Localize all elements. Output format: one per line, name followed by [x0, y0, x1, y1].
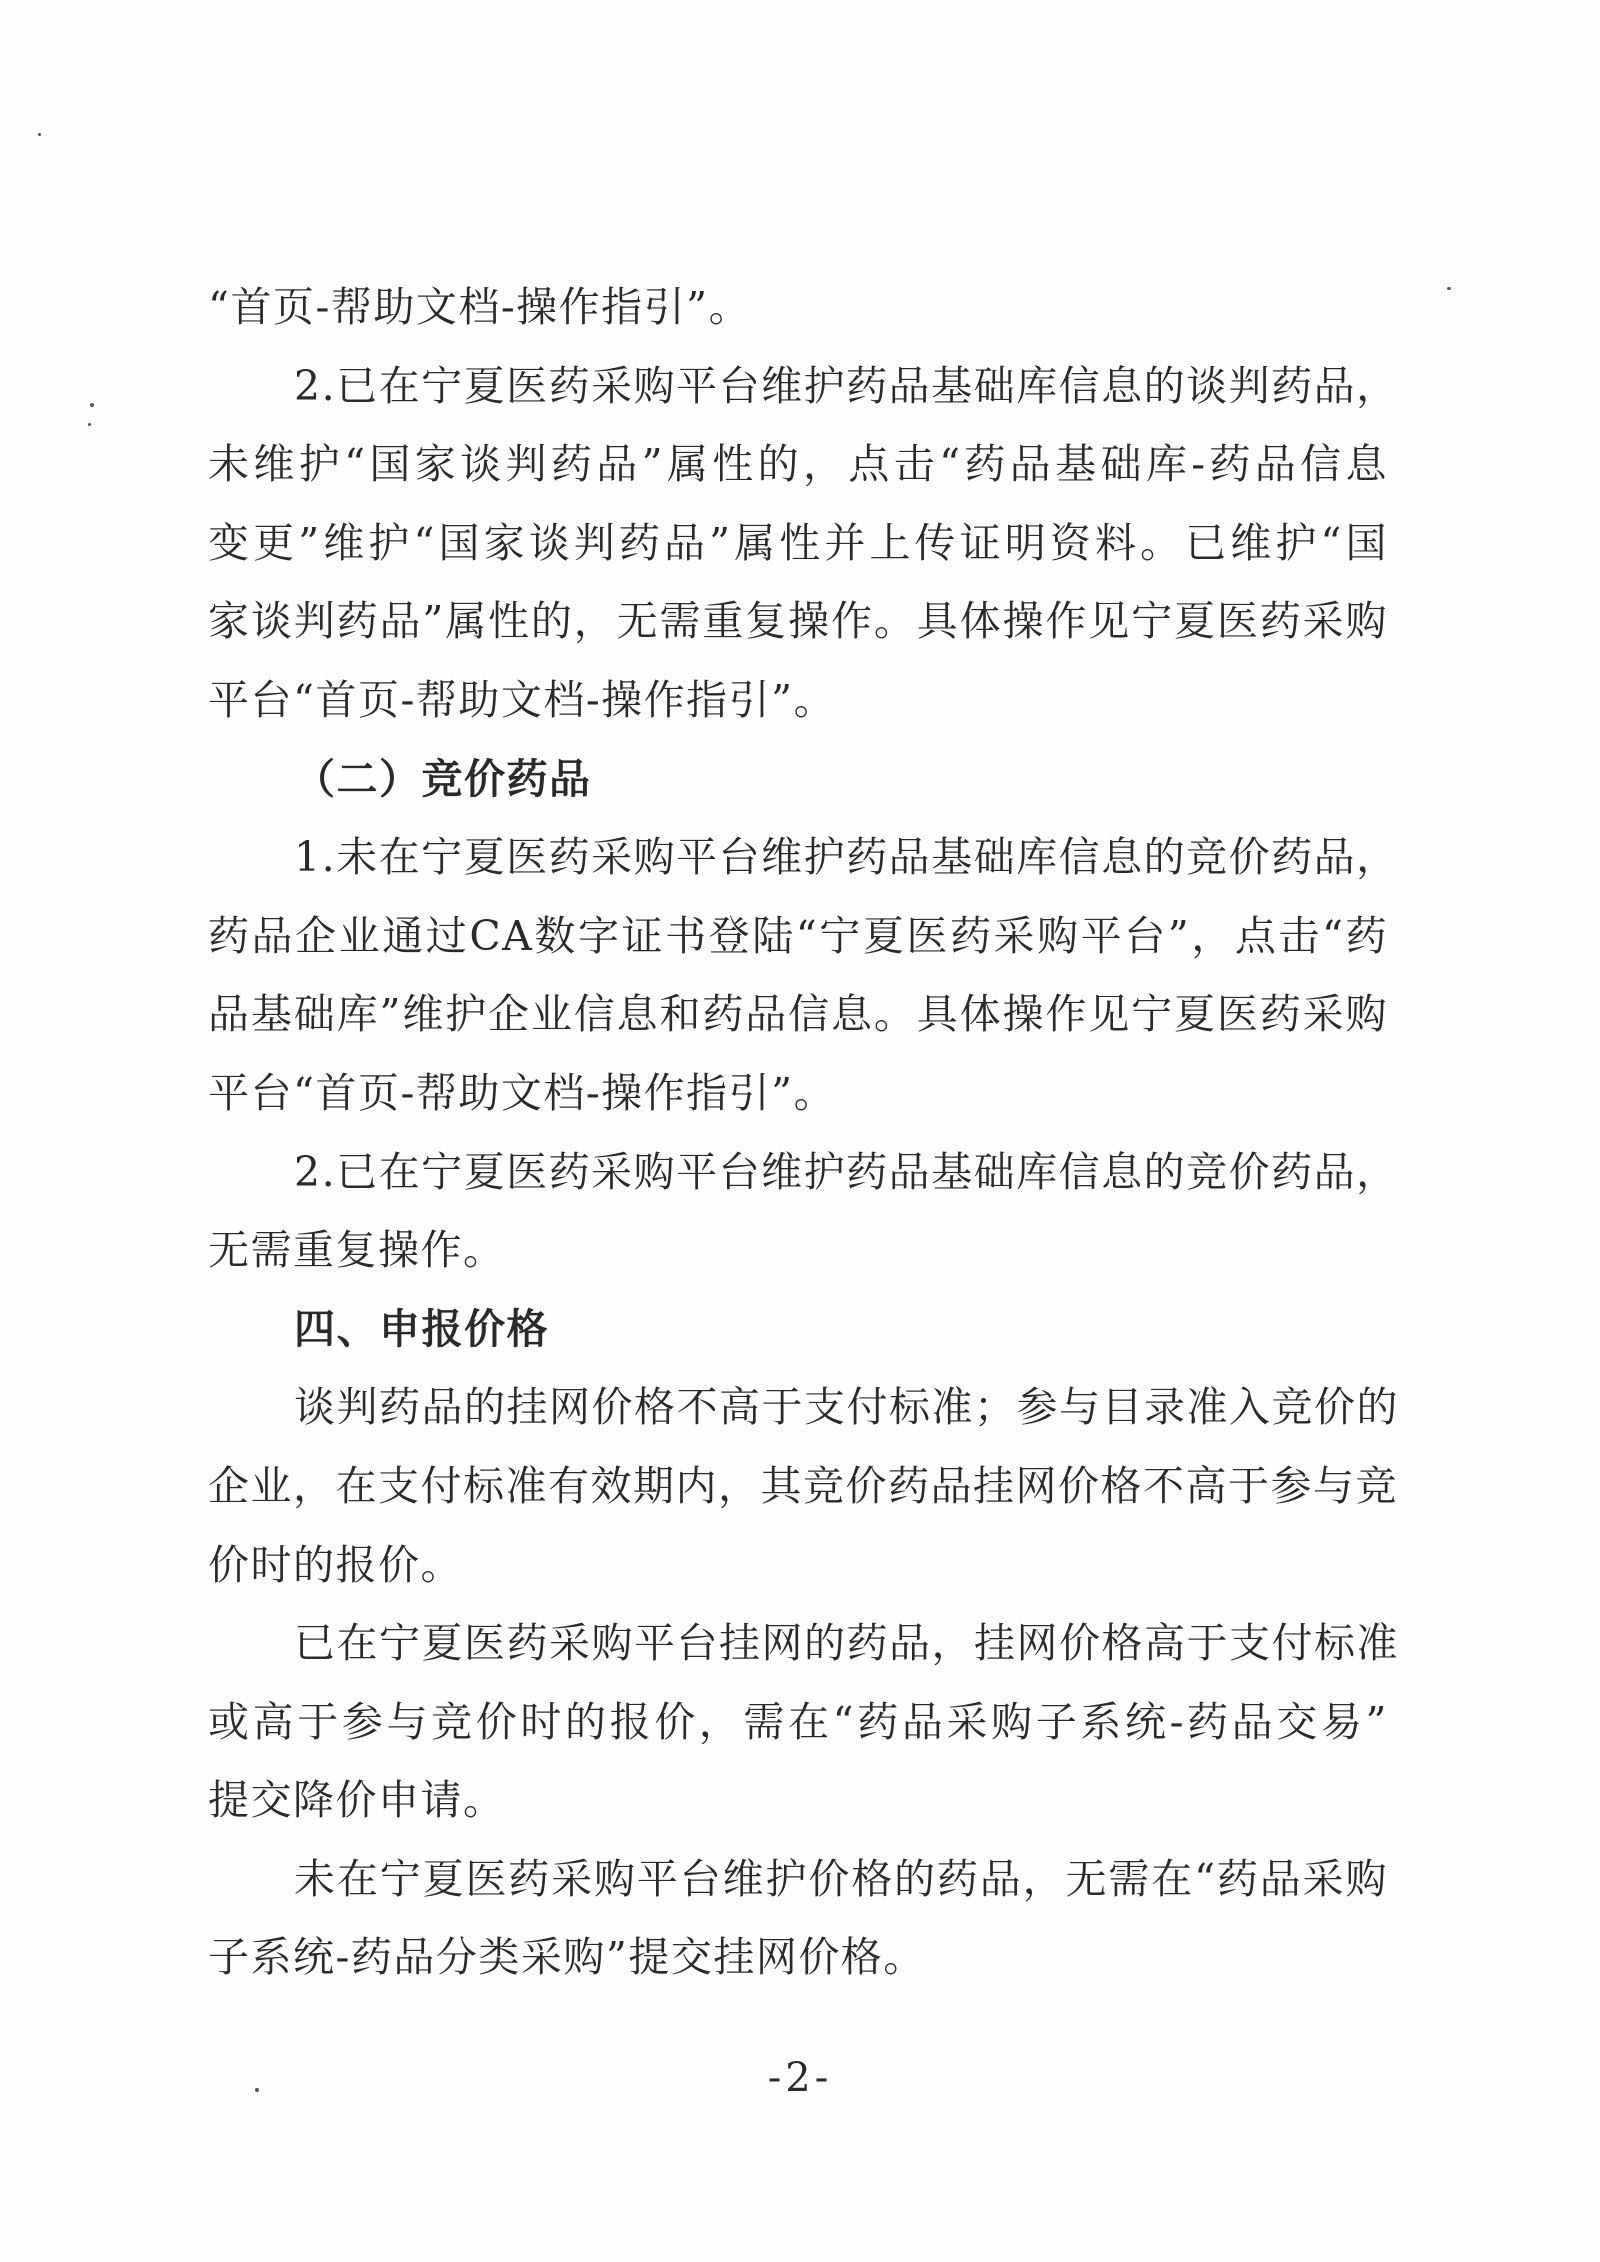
body-line: 家谈判药品”属性的，无需重复操作。具体操作见宁夏医药采购	[208, 597, 1388, 646]
scan-speck	[38, 133, 41, 136]
body-line: 未维护“国家谈判药品”属性的，点击“药品基础库-药品信息	[208, 440, 1388, 489]
paragraph-first-line: 2.已在宁夏医药采购平台维护药品基础库信息的谈判药品，	[294, 361, 1399, 410]
body-line: 提交降价申请。	[208, 1776, 506, 1825]
body-line: 子系统-药品分类采购”提交挂网价格。	[208, 1933, 926, 1982]
paragraph-first-line: 已在宁夏医药采购平台挂网的药品，挂网价格高于支付标准	[294, 1619, 1399, 1668]
body-line: 企业，在支付标准有效期内，其竞价药品挂网价格不高于参与竞	[208, 1461, 1398, 1510]
section-heading: （二）竞价药品	[294, 754, 592, 803]
section-heading: 四、申报价格	[294, 1304, 549, 1353]
paragraph-first-line: 未在宁夏医药采购平台维护价格的药品，无需在“药品采购	[294, 1854, 1388, 1903]
paragraph-first-line: 1.未在宁夏医药采购平台维护药品基础库信息的竞价药品，	[294, 833, 1399, 882]
body-line: 变更”维护“国家谈判药品”属性并上传证明资料。已维护“国	[208, 518, 1388, 567]
scan-speck	[88, 423, 91, 426]
document-body	[208, 268, 1399, 1997]
body-line: 药品企业通过CA数字证书登陆“宁夏医药采购平台”，点击“药	[208, 911, 1388, 960]
page-number: -2-	[767, 2055, 833, 2101]
paragraph-first-line: 谈判药品的挂网价格不高于支付标准；参与目录准入竞价的	[294, 1383, 1399, 1432]
body-line: “首页-帮助文档-操作指引”。	[208, 283, 752, 331]
body-line: 平台“首页-帮助文档-操作指引”。	[208, 675, 837, 724]
body-line: 价时的报价。	[208, 1540, 463, 1589]
body-line: 品基础库”维护企业信息和药品信息。具体操作见宁夏医药采购	[208, 990, 1388, 1039]
scan-speck	[255, 2088, 259, 2092]
body-line: 平台“首页-帮助文档-操作指引”。	[208, 1068, 837, 1117]
body-line: 无需重复操作。	[208, 1226, 506, 1275]
body-line: 或高于参与竞价时的报价，需在“药品采购子系统-药品交易”	[208, 1697, 1388, 1746]
scan-speck	[1447, 287, 1451, 290]
paragraph-first-line: 2.已在宁夏医药采购平台维护药品基础库信息的竞价药品，	[294, 1147, 1399, 1196]
scan-speck	[90, 403, 94, 407]
